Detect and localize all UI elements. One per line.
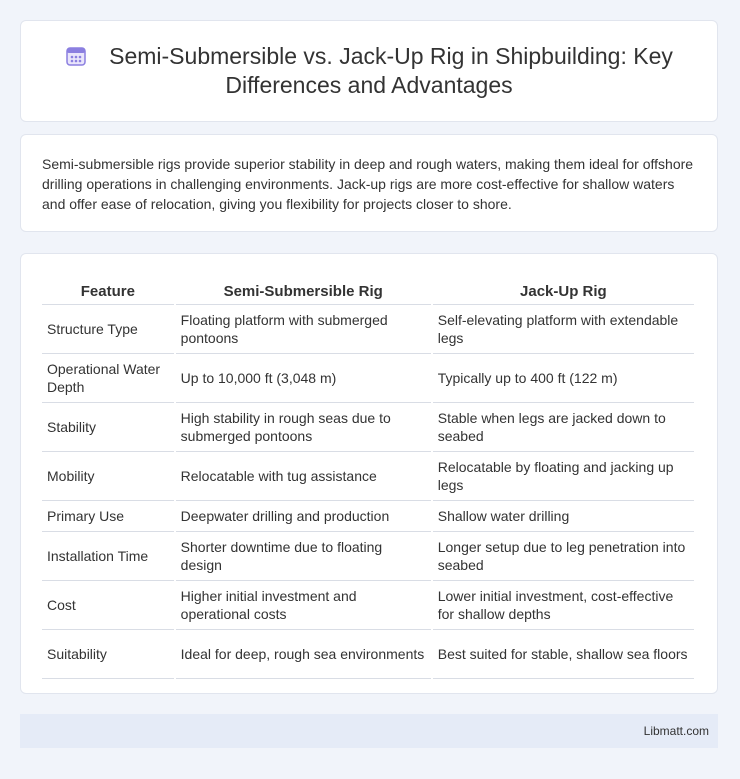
footer-brand-link[interactable]: Libmatt.com <box>643 724 709 738</box>
footer-bar <box>20 714 718 748</box>
jackup-cell: Longer setup due to leg penetration into seabed <box>433 532 694 581</box>
semi-cell: Shorter downtime due to floating design <box>176 532 431 581</box>
table-row <box>42 354 694 403</box>
jackup-cell: Best suited for stable, shallow sea floors <box>433 630 694 679</box>
calendar-icon <box>65 45 87 67</box>
summary-card <box>20 134 718 232</box>
semi-cell: Ideal for deep, rough sea environments <box>176 630 431 679</box>
table-row <box>42 305 694 354</box>
semi-cell: Higher initial investment and operational costs <box>176 581 431 630</box>
table-row <box>42 630 694 679</box>
table-row <box>42 501 694 532</box>
semi-cell: Deepwater drilling and production <box>176 501 431 532</box>
header-semi-submersible: Semi-Submersible Rig <box>176 274 431 305</box>
table-row <box>42 452 694 501</box>
semi-cell: Floating platform with submerged pontoons <box>176 305 431 354</box>
jackup-cell: Shallow water drilling <box>433 501 694 532</box>
summary-text: Semi-submersible rigs provide superior stability in deep and rough waters, making them ideal for offshore drilling operations in challenging environments. Jack-up rigs are more cost-effective for shallow waters and offer ease of relocation, giving you flexibility for projects closer to shore. <box>42 156 694 212</box>
feature-cell: Installation Time <box>42 532 174 581</box>
feature-cell: Suitability <box>42 630 174 679</box>
comparison-table-card <box>20 253 718 694</box>
feature-cell: Mobility <box>42 452 174 501</box>
table-row <box>42 581 694 630</box>
semi-cell: Relocatable with tug assistance <box>176 452 431 501</box>
feature-cell: Cost <box>42 581 174 630</box>
feature-cell: Operational Water Depth <box>42 354 174 403</box>
semi-cell: High stability in rough seas due to submerged pontoons <box>176 403 431 452</box>
table-row <box>42 403 694 452</box>
title-card <box>20 20 718 122</box>
feature-cell: Structure Type <box>42 305 174 354</box>
jackup-cell: Lower initial investment, cost-effective for shallow depths <box>433 581 694 630</box>
semi-cell: Up to 10,000 ft (3,048 m) <box>176 354 431 403</box>
page-title-wrap <box>49 42 689 100</box>
jackup-cell: Stable when legs are jacked down to seabed <box>433 403 694 452</box>
feature-cell: Stability <box>42 403 174 452</box>
table-row <box>42 532 694 581</box>
feature-cell: Primary Use <box>42 501 174 532</box>
jackup-cell: Typically up to 400 ft (122 m) <box>433 354 694 403</box>
header-jack-up: Jack-Up Rig <box>433 274 694 305</box>
jackup-cell: Relocatable by floating and jacking up legs <box>433 452 694 501</box>
table-header-row <box>42 274 694 305</box>
jackup-cell: Self-elevating platform with extendable legs <box>433 305 694 354</box>
header-feature: Feature <box>42 274 174 305</box>
page-title: Semi-Submersible vs. Jack-Up Rig in Shipbuilding: Key Differences and Advantages <box>109 43 673 98</box>
comparison-table <box>40 274 696 679</box>
